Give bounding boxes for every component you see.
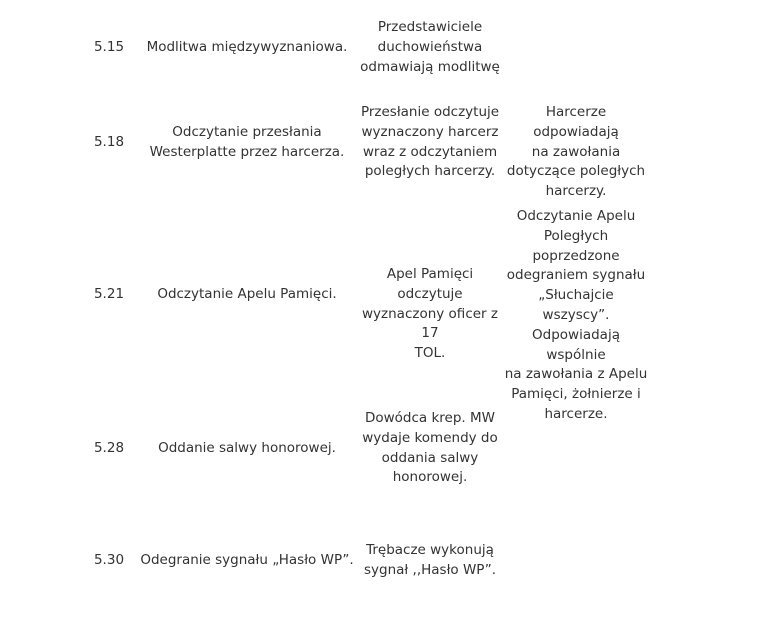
performer-cell: Trębacze wykonują sygnał ,,Hasło WP”. (363, 542, 496, 578)
time-cell: 5.18 (93, 134, 125, 150)
performer-cell: Przesłanie odczytuje wyznaczony harcerz wraz z odczytaniem poległych harcerzy. (360, 104, 500, 180)
time-cell: 5.15 (93, 39, 125, 55)
notes-cell: Harcerze odpowiadają na zawołania dotyczące poległych harcerzy. (506, 104, 646, 200)
time-cell: 5.21 (93, 286, 125, 302)
performer-cell: Apel Pamięci odczytuje wyznaczony oficer z 17 TOL. (362, 266, 498, 362)
event-cell: Oddanie salwy honorowej. (158, 440, 336, 456)
performer-cell: Dowódca krep. MW wydaje komendy do oddania salwy honorowej. (362, 410, 498, 486)
time-cell: 5.30 (93, 552, 125, 568)
time-cell: 5.28 (93, 440, 125, 456)
performer-cell: Przedstawiciele duchowieństwa odmawiają modlitwę (360, 19, 500, 75)
notes-cell: Odczytanie Apelu Poległych poprzedzone odegraniem sygnału „Słuchajcie wszyscy”. Odpowiadają wspólnie na zawołania z Apelu Pamięci, żołnierze i harcerze. (504, 208, 648, 422)
event-cell: Odczytanie Apelu Pamięci. (157, 286, 337, 302)
event-cell: Odczytanie przesłania Westerplatte przez harcerza. (149, 124, 345, 160)
event-cell: Modlitwa międzywyznaniowa. (146, 39, 348, 55)
event-cell: Odegranie sygnału „Hasło WP”. (140, 552, 354, 568)
